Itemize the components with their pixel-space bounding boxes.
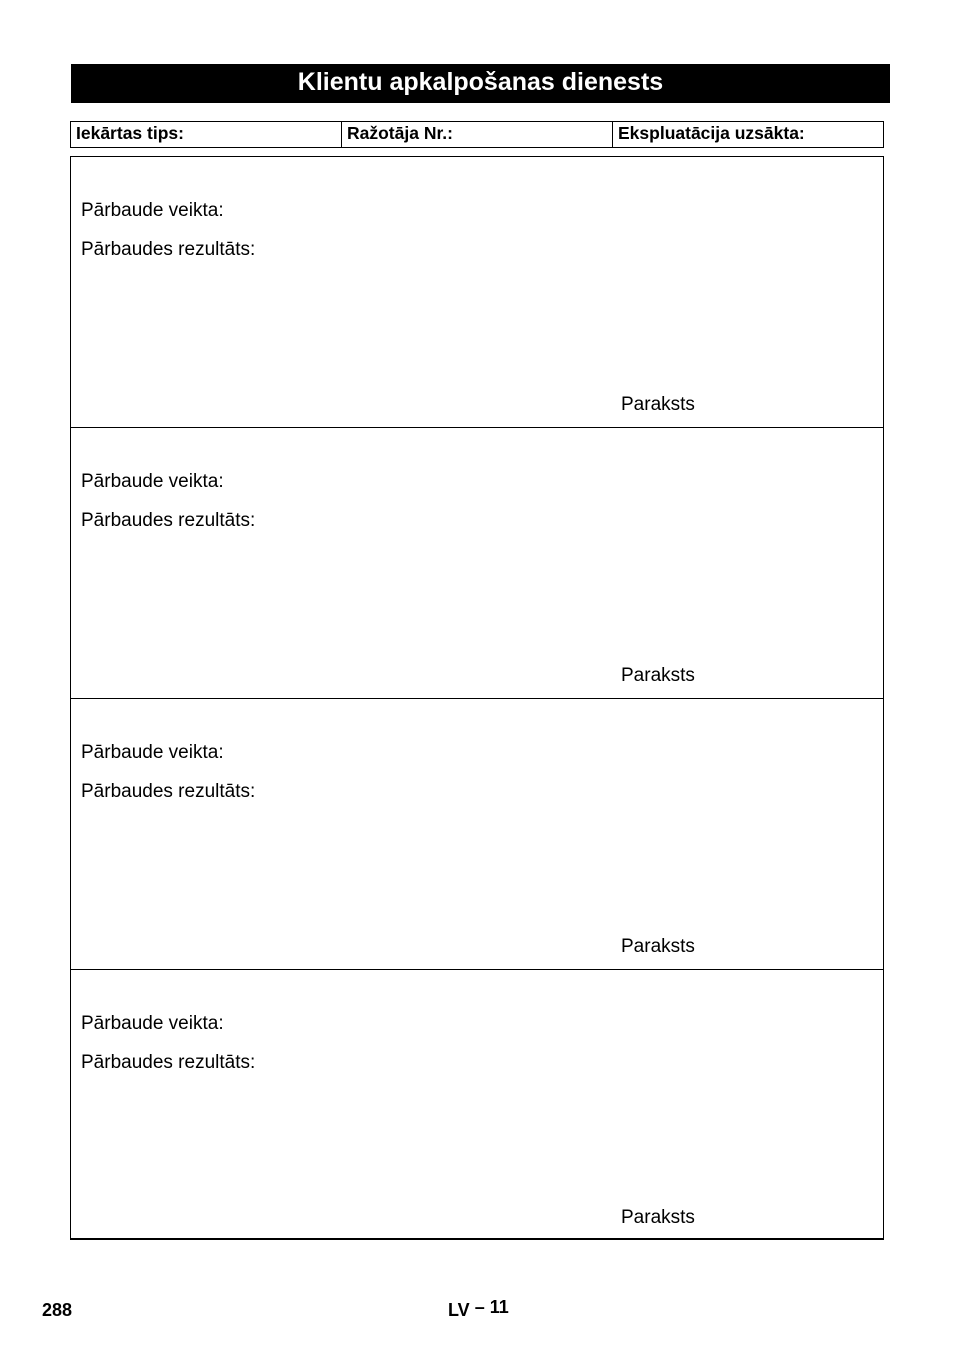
inspection-records <box>70 156 884 1240</box>
device-info-header <box>70 121 884 148</box>
inspection-record <box>71 428 883 699</box>
language-code: LV <box>448 1300 470 1320</box>
inspection-result-label: Pārbaudes rezultāts: <box>81 510 256 531</box>
inspection-performed-label: Pārbaude veikta: <box>81 471 224 492</box>
inspection-record <box>71 699 883 970</box>
commissioning-label: Ekspluatācija uzsākta: <box>618 123 805 143</box>
inspection-result-label: Pārbaudes rezultāts: <box>81 239 256 260</box>
page-number: 288 <box>42 1300 73 1320</box>
inspection-performed-label: Pārbaude veikta: <box>81 742 224 763</box>
signature-label: Paraksts <box>621 394 695 415</box>
inspection-record <box>71 970 883 1241</box>
signature-label: Paraksts <box>621 665 695 686</box>
signature-label: Paraksts <box>621 936 695 957</box>
serial-number-label: Ražotāja Nr.: <box>342 122 613 147</box>
inspection-performed-label: Pārbaude veikta: <box>81 200 224 221</box>
inspection-performed-label: Pārbaude veikta: <box>81 1013 224 1034</box>
signature-label: Paraksts <box>621 1207 695 1228</box>
device-type-label: Iekārtas tips: <box>71 122 342 147</box>
section-page-indicator <box>448 1299 509 1321</box>
section-page-number: – 11 <box>474 1297 509 1317</box>
page-title: Klientu apkalpošanas dienests <box>71 64 890 103</box>
inspection-record <box>71 157 883 428</box>
inspection-result-label: Pārbaudes rezultāts: <box>81 781 256 802</box>
inspection-result-label: Pārbaudes rezultāts: <box>81 1052 256 1073</box>
